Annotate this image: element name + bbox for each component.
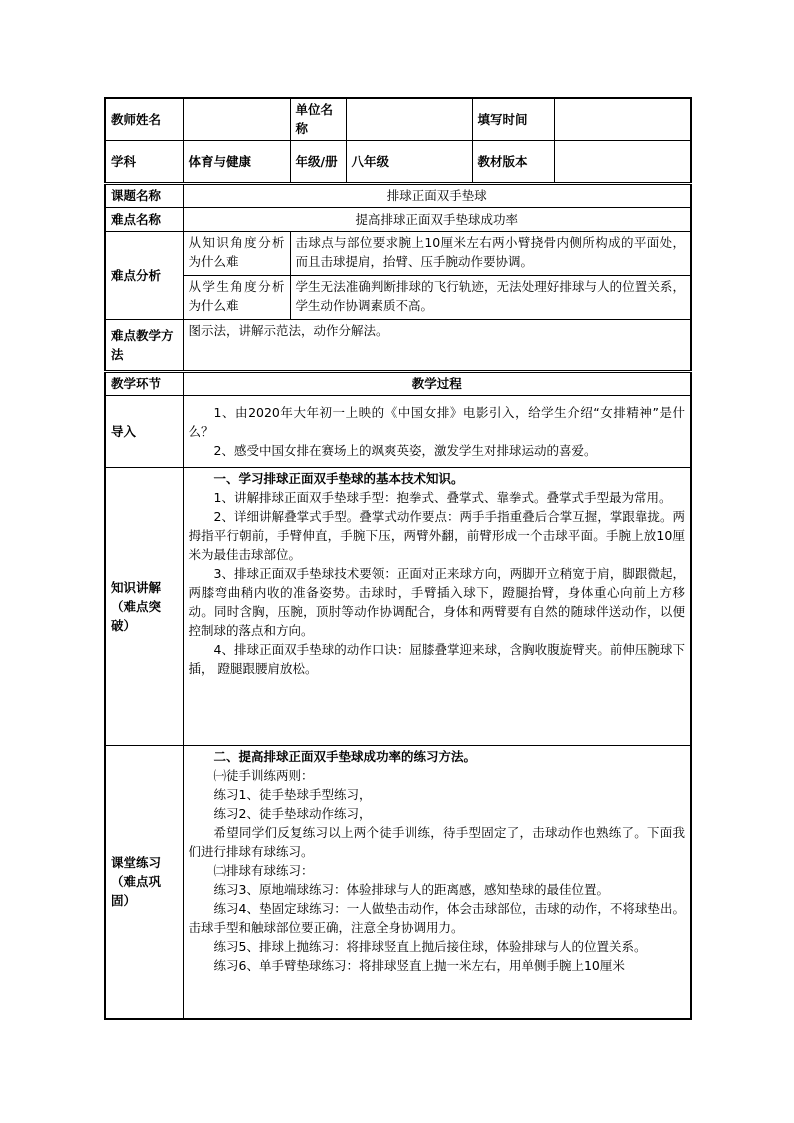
intro-paragraph-2: 2、感受中国女排在赛场上的飒爽英姿，激发学生对排球运动的喜爱。 <box>213 442 597 458</box>
subject-value: 体育与健康 <box>183 140 290 183</box>
analysis-student-label: 从学生角度分析为什么难 <box>183 275 290 319</box>
practice-label: 课堂练习（难点巩固） <box>105 745 183 1019</box>
fill-time-label: 填写时间 <box>472 98 554 140</box>
knowledge-paragraph-1: 1、讲解排球正面双手垫球手型：抱拳式、叠掌式、靠拳式。叠掌式手型最为常用。 <box>213 489 672 505</box>
knowledge-paragraph-4: 4、排球正面双手垫球的动作口诀：屈膝叠掌迎来球，含胸收腹旋臂夹。前伸压腕球下插， 蹬腿跟腰肩放松。 <box>188 641 685 676</box>
analysis-knowledge-text: 击球点与部位要求腕上10厘米左右两小臂挠骨内侧所构成的平面处，而且击球提肩，抬臂、压手腕动作要协调。 <box>290 231 691 275</box>
edition-label: 教材版本 <box>472 140 554 183</box>
subject-label: 学科 <box>105 140 183 183</box>
analysis-label: 难点分析 <box>105 231 183 319</box>
knowledge-content <box>183 467 691 745</box>
practice-sub-2: ㈡排球有球练习： <box>213 862 314 878</box>
practice-exercise-2: 练习2、徒手垫球动作练习， <box>213 805 372 821</box>
row-knowledge <box>105 467 691 745</box>
edition-value <box>554 140 691 183</box>
row-analysis-student <box>105 275 691 319</box>
row-method <box>105 319 691 371</box>
row-practice <box>105 745 691 1019</box>
row-process-header <box>105 371 691 395</box>
difficulty-value: 提高排球正面双手垫球成功率 <box>183 207 691 231</box>
practice-exercise-5: 练习5、排球上抛练习：将排球竖直上抛后接住球，体验排球与人的位置关系。 <box>213 938 647 954</box>
intro-content <box>183 395 691 467</box>
row-teacher <box>105 98 691 140</box>
row-intro <box>105 395 691 467</box>
row-difficulty <box>105 207 691 231</box>
topic-label: 课题名称 <box>105 183 183 207</box>
row-subject <box>105 140 691 183</box>
practice-exercise-4: 练习4、垫固定球练习：一人做垫击动作，体会击球部位，击球的动作，不将球垫出。击球手型和触球部位要正确，注意全身协调用力。 <box>188 900 685 935</box>
unit-name-value <box>346 98 472 140</box>
knowledge-paragraph-3: 3、排球正面双手垫球技术要领：正面对正来球方向，两脚开立稍宽于肩，脚跟微起，两膝弯曲稍内收的准备姿势。击球时，手臂插入球下，蹬腿抬臂，身体重心向前上方移动。同时含胸，压腕，顶肘等动作协调配合，身体和两臂要有自然的随球伴送动作，以便控制球的落点和方向。 <box>188 565 685 638</box>
method-value: 图示法，讲解示范法，动作分解法。 <box>183 319 691 371</box>
row-topic <box>105 183 691 207</box>
analysis-student-text: 学生无法准确判断排球的飞行轨迹，无法处理好排球与人的位置关系，学生动作协调素质不高。 <box>290 275 691 319</box>
teacher-name-value <box>183 98 290 140</box>
process-header-value: 教学过程 <box>183 371 691 395</box>
difficulty-label: 难点名称 <box>105 207 183 231</box>
knowledge-paragraph-2: 2、详细讲解叠掌式手型。叠掌式动作要点：两手手指重叠后合掌互握，掌跟靠拢。两拇指平行朝前，手臂伸直，手腕下压，两臂外翻，前臂形成一个击球平面。手腕上放10厘米为最佳击球部位。 <box>188 508 685 562</box>
intro-paragraph-1: 1、由2020年大年初一上映的《中国女排》电影引入，给学生介绍“女排精神”是什么？ <box>188 404 685 439</box>
unit-name-label: 单位名称 <box>290 98 346 140</box>
practice-exercise-3: 练习3、原地端球练习：体验排球与人的距离感，感知垫球的最佳位置。 <box>213 881 609 897</box>
practice-exercise-1: 练习1、徒手垫球手型练习， <box>213 786 372 802</box>
practice-content <box>183 745 691 1019</box>
practice-note: 希望同学们反复练习以上两个徒手训练，待手型固定了，击球动作也熟练了。下面我们进行排球有球练习。 <box>188 824 685 859</box>
method-label: 难点教学方法 <box>105 319 183 371</box>
row-analysis-knowledge <box>105 231 691 275</box>
fill-time-value <box>554 98 691 140</box>
grade-label: 年级/册 <box>290 140 346 183</box>
teacher-name-label: 教师姓名 <box>105 98 183 140</box>
knowledge-label: 知识讲解（难点突破） <box>105 467 183 745</box>
grade-value: 八年级 <box>346 140 472 183</box>
knowledge-heading: 一、学习排球正面双手垫球的基本技术知识。 <box>213 470 464 486</box>
practice-sub-1: ㈠徒手训练两则： <box>213 767 314 783</box>
intro-label: 导入 <box>105 395 183 467</box>
practice-heading: 二、提高排球正面双手垫球成功率的练习方法。 <box>213 748 477 764</box>
process-stage-label: 教学环节 <box>105 371 183 395</box>
topic-value: 排球正面双手垫球 <box>183 183 691 207</box>
lesson-plan-table <box>104 97 692 1020</box>
analysis-knowledge-label: 从知识角度分析为什么难 <box>183 231 290 275</box>
practice-exercise-6: 练习6、单手臂垫球练习：将排球竖直上抛一米左右，用单侧手腕上10厘米 <box>213 957 625 973</box>
